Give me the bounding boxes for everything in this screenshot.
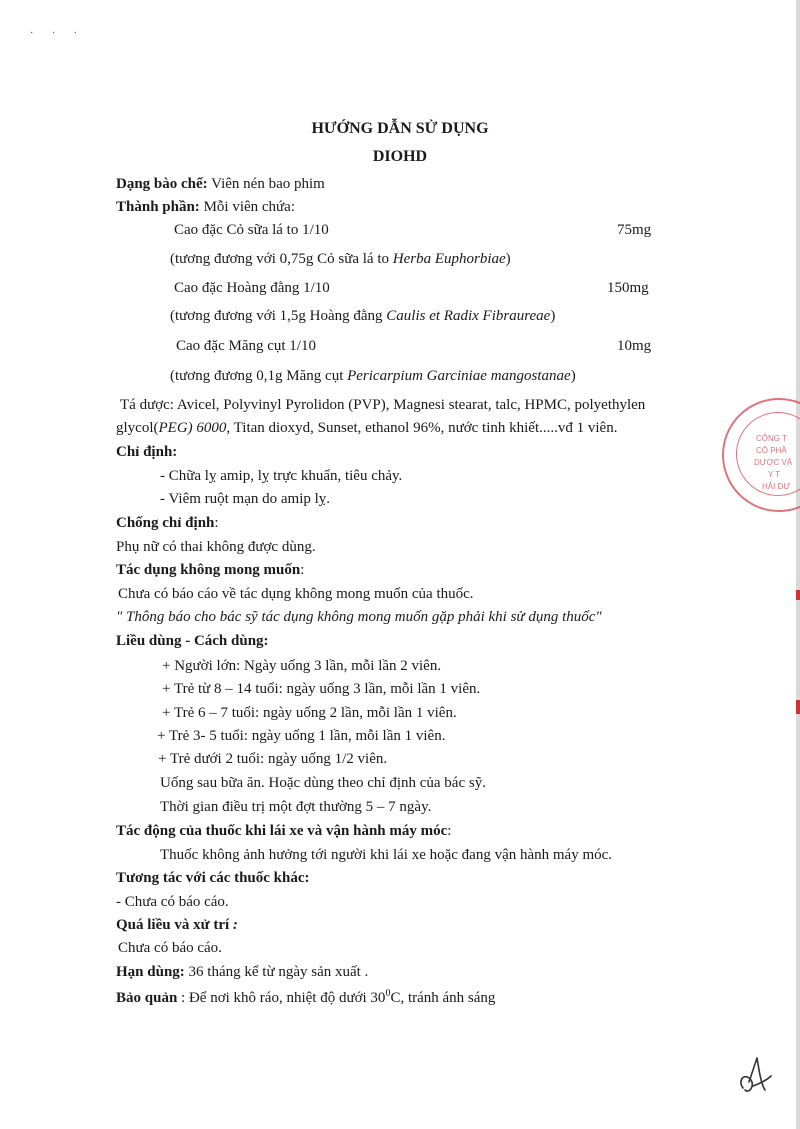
excipients-text: glycol( — [116, 420, 159, 436]
expiry — [116, 963, 368, 981]
indications-label — [116, 443, 177, 461]
company-stamp — [722, 398, 800, 512]
latin-name: Caulis et Radix Fibraureae — [386, 308, 551, 324]
expiry-value: 36 tháng kể từ ngày sản xuất . — [184, 964, 369, 980]
section-heading: Tác dụng không mong muốn — [116, 562, 301, 578]
edge-mark — [796, 590, 800, 600]
contraindications-text: Phụ nữ có thai không được dùng. — [116, 539, 316, 555]
heading-colon: : — [214, 515, 219, 531]
interactions-text: - Chưa có báo cáo. — [116, 894, 229, 910]
overdose-heading — [116, 916, 238, 934]
stamp-text-line: CÔNG T — [756, 434, 787, 443]
ingredient-1-amount: 75mg — [617, 222, 652, 238]
section-heading: Chỉ định: — [116, 444, 178, 460]
heading-colon: : — [229, 917, 238, 933]
edge-mark — [796, 700, 800, 714]
latin-name: Herba Euphorbiae — [392, 251, 506, 267]
driving-text: Thuốc không ảnh hưởng tới người khi lái xe hoặc đang vận hành máy móc. — [160, 847, 613, 863]
page-edge-shadow — [796, 0, 800, 1129]
adverse-notice — [116, 608, 602, 626]
ingredient-3-equiv — [170, 367, 576, 385]
heading-colon: : — [447, 823, 452, 839]
interactions-heading — [116, 869, 310, 887]
dosage-line-5: + Trẻ dưới 2 tuổi: ngày uống 1/2 viên. — [158, 751, 388, 767]
stamp-text-line: CỔ PHẦ — [756, 446, 787, 455]
section-heading: Quá liều và xử trí — [116, 917, 230, 933]
scan-specks: · · · — [30, 28, 85, 39]
stamp-text-line: Y T — [768, 470, 781, 479]
ingredient-1-equiv — [170, 250, 511, 268]
section-heading: Liều dùng - Cách dùng: — [116, 633, 269, 649]
storage — [116, 985, 495, 1007]
equiv-text: (tương đương 0,1g Măng cụt — [170, 368, 348, 384]
composition-value: Mỗi viên chứa: — [199, 199, 296, 215]
latin-name: Pericarpium Garciniae mangostanae — [347, 368, 571, 384]
stamp-text-line: HẢI DƯ — [762, 482, 791, 491]
signature-icon — [735, 1050, 775, 1100]
dosage-form-value: Viên nén bao phim — [207, 176, 325, 192]
ingredient-1-name: Cao đặc Cỏ sữa lá to 1/10 — [174, 222, 329, 238]
composition — [116, 198, 295, 216]
doc-title: HƯỚNG DẪN SỬ DỤNG — [311, 120, 489, 137]
dosage-line-3: + Trẻ 6 – 7 tuổi: ngày uống 2 lần, mỗi lần 1 viên. — [162, 705, 457, 721]
dosage-line-2: + Trẻ từ 8 – 14 tuổi: ngày uống 3 lần, mỗi lần 1 viên. — [162, 681, 481, 697]
equiv-text: (tương đương với 1,5g Hoàng đằng — [170, 308, 387, 324]
excipients-line-2 — [116, 419, 617, 437]
storage-label: Bảo quản — [116, 990, 178, 1006]
contraindications-heading — [116, 514, 219, 532]
ingredient-2-equiv — [170, 307, 555, 325]
storage-value-2: C, tránh ánh sáng — [390, 990, 496, 1006]
equiv-close: ) — [570, 368, 576, 384]
overdose-text: Chưa có báo cáo. — [118, 940, 222, 956]
equiv-text: (tương đương với 0,75g Cỏ sữa lá to — [170, 251, 393, 267]
degree-superscript: 0 — [385, 988, 391, 999]
dosage-form — [116, 175, 325, 193]
dosage-line-1: + Người lớn: Ngày uống 3 lần, mỗi lần 2 viên. — [162, 658, 442, 674]
composition-label: Thành phần: — [116, 199, 200, 215]
storage-value: : Để nơi khô ráo, nhiệt độ dưới 30 — [177, 990, 386, 1006]
section-heading: Tác động của thuốc khi lái xe và vận hành máy móc — [116, 823, 448, 839]
excipients-text-2: Titan dioxyd, Sunset, ethanol 96%, nước tinh khiết.....vđ 1 viên. — [230, 420, 618, 436]
excipients-line-1: Tá dược: Avicel, Polyvinyl Pyrolidon (PVP), Magnesi stearat, talc, HPMC, polyethylen — [120, 397, 646, 413]
indication-item-1: - Chữa lỵ amip, lỵ trực khuẩn, tiêu chảy. — [160, 468, 403, 484]
notice-text: " Thông báo cho bác sỹ tác dụng không mong muốn gặp phải khi sử dụng thuốc" — [116, 609, 602, 625]
heading-colon: : — [300, 562, 305, 578]
dosage-form-label: Dạng bào chế: — [116, 176, 208, 192]
expiry-label: Hạn dùng: — [116, 964, 185, 980]
stamp-text-line: DƯỢC VẬ — [754, 458, 793, 467]
adverse-heading — [116, 561, 304, 579]
ingredient-2-amount: 150mg — [607, 280, 649, 296]
adverse-text: Chưa có báo cáo về tác dụng không mong muốn của thuốc. — [118, 586, 474, 602]
driving-heading — [116, 822, 451, 840]
section-heading: Chống chỉ định — [116, 515, 215, 531]
section-heading: Tương tác với các thuốc khác: — [116, 870, 310, 886]
excipients-peg: PEG) 6000, — [158, 420, 231, 436]
product-name: DIOHD — [372, 148, 428, 165]
dosage-line-4: + Trẻ 3- 5 tuổi: ngày uống 1 lần, mỗi lần 1 viên. — [157, 728, 446, 744]
indication-item-2: - Viêm ruột mạn do amip lỵ. — [160, 491, 331, 507]
ingredient-3-amount: 10mg — [617, 338, 652, 354]
equiv-close: ) — [505, 251, 511, 267]
ingredient-3-name: Cao đặc Măng cụt 1/10 — [176, 338, 316, 354]
dosage-line-6: Uống sau bữa ăn. Hoặc dùng theo chỉ định của bác sỹ. — [160, 775, 486, 791]
dosage-heading — [116, 632, 269, 650]
equiv-close: ) — [550, 308, 556, 324]
dosage-line-7: Thời gian điều trị một đợt thường 5 – 7 ngày. — [160, 799, 432, 815]
ingredient-2-name: Cao đặc Hoàng đằng 1/10 — [174, 280, 330, 296]
